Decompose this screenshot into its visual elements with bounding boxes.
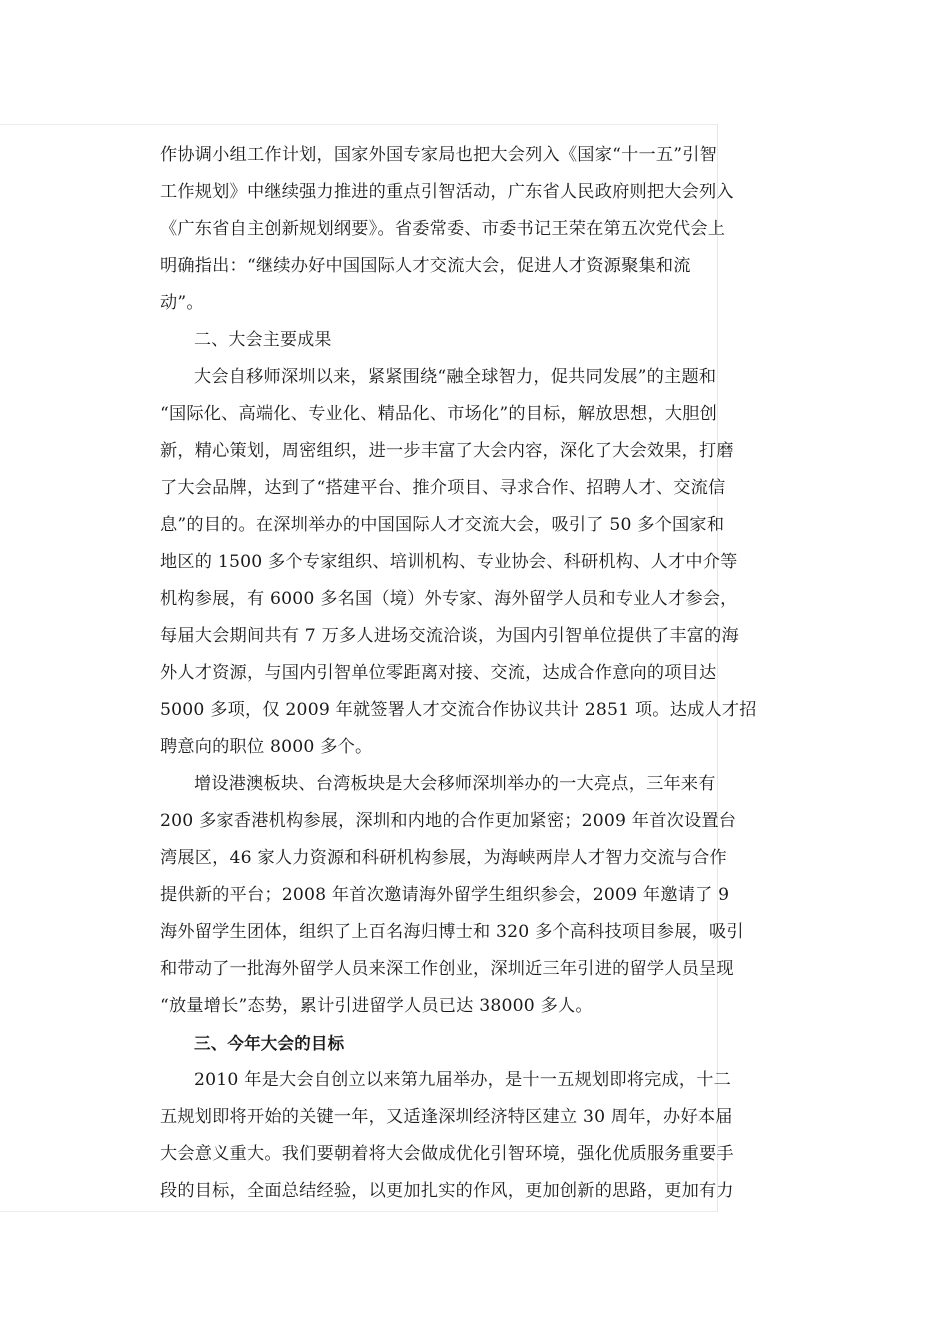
text-line: 五规划即将开始的关键一年，又适逢深圳经济特区建立 30 周年，办好本届	[160, 1107, 733, 1127]
text-line: 作协调小组工作计划，国家外国专家局也把大会列入《国家“十一五”引智	[160, 145, 717, 165]
text-line: 和带动了一批海外留学人员来深工作创业，深圳近三年引进的留学人员呈现	[160, 959, 734, 979]
text-line: “放量增长”态势，累计引进留学人员已达 38000 多人。	[160, 996, 593, 1016]
text-line: 提供新的平台；2008 年首次邀请海外留学生组织参会，2009 年邀请了 9	[160, 885, 730, 905]
paragraph-start: 2010 年是大会自创立以来第九届举办，是十一五规划即将完成，十二	[194, 1070, 732, 1090]
text-line: 明确指出：“继续办好中国国际人才交流大会，促进人才资源聚集和流	[160, 256, 691, 276]
text-line: 外人才资源，与国内引智单位零距离对接、交流，达成合作意向的项目达	[160, 663, 717, 683]
text-line: 地区的 1500 多个专家组织、培训机构、专业协会、科研机构、人才中介等	[160, 552, 738, 572]
section-heading-3: 三、今年大会的目标	[194, 1034, 345, 1053]
text-line: 每届大会期间共有 7 万多人进场交流洽谈，为国内引智单位提供了丰富的海	[160, 626, 739, 646]
text-line: 5000 多项，仅 2009 年就签署人才交流合作协议共计 2851 项。达成人才招	[160, 700, 757, 720]
text-line: “国际化、高端化、专业化、精品化、市场化”的目标，解放思想，大胆创	[160, 404, 717, 424]
text-line: 新，精心策划，周密组织，进一步丰富了大会内容，深化了大会效果，打磨	[160, 441, 734, 461]
text-line: 动”。	[160, 293, 204, 313]
text-line: 段的目标，全面总结经验，以更加扎实的作风，更加创新的思路，更加有力	[160, 1181, 734, 1201]
text-line: 工作规划》中继续强力推进的重点引智活动，广东省人民政府则把大会列入	[160, 182, 734, 202]
text-line: 大会意义重大。我们要朝着将大会做成优化引智环境，强化优质服务重要手	[160, 1144, 734, 1164]
text-line: 200 多家香港机构参展，深圳和内地的合作更加紧密；2009 年首次设置台	[160, 811, 737, 831]
text-line: 湾展区，46 家人力资源和科研机构参展，为海峡两岸人才智力交流与合作	[160, 848, 727, 868]
text-line: 了大会品牌，达到了“搭建平台、推介项目、寻求合作、招聘人才、交流信	[160, 478, 726, 498]
text-line: 机构参展，有 6000 多名国（境）外专家、海外留学人员和专业人才参会，	[160, 589, 738, 609]
text-line: 海外留学生团体，组织了上百名海归博士和 320 多个高科技项目参展，吸引	[160, 922, 744, 942]
text-line: 息”的目的。在深圳举办的中国国际人才交流大会，吸引了 50 多个国家和	[160, 515, 725, 535]
paragraph-start: 大会自移师深圳以来，紧紧围绕“融全球智力，促共同发展”的主题和	[194, 367, 717, 387]
paragraph-start: 增设港澳板块、台湾板块是大会移师深圳举办的一大亮点，三年来有	[194, 774, 716, 794]
section-heading-2: 二、大会主要成果	[194, 330, 332, 350]
text-line: 聘意向的职位 8000 多个。	[160, 737, 373, 757]
text-line: 《广东省自主创新规划纲要》。省委常委、市委书记王荣在第五次党代会上	[160, 219, 726, 239]
